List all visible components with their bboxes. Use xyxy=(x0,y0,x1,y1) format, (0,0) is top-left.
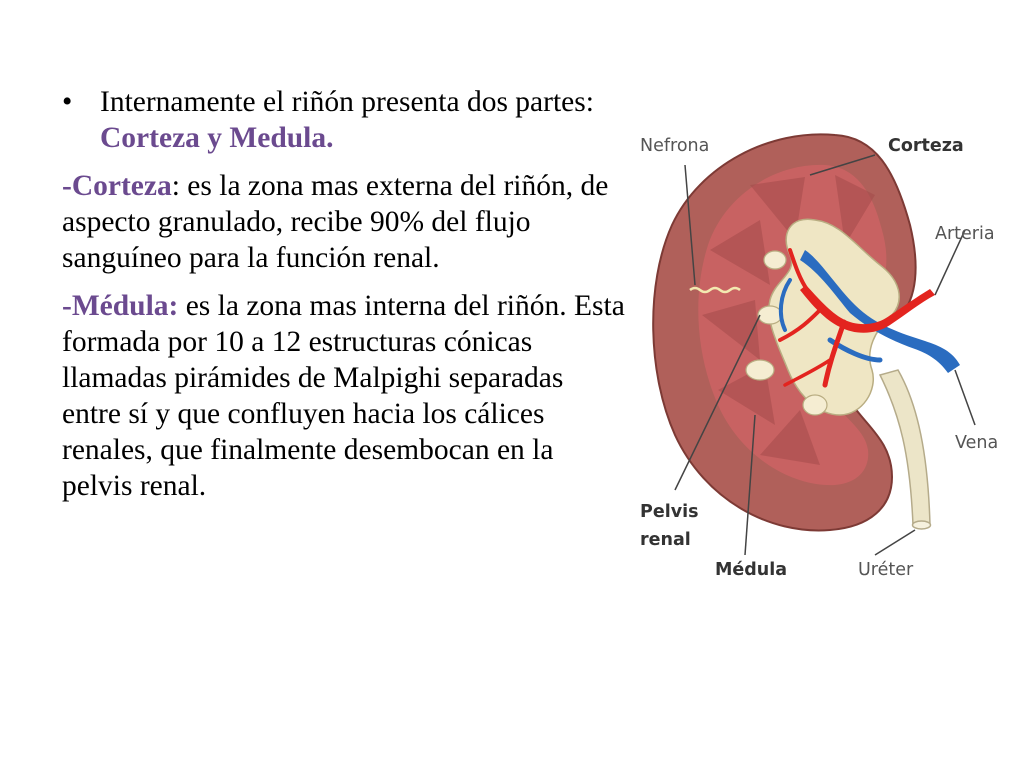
corteza-description: : es la zona mas externa del riñón, de aspecto granulado, recibe 90% del flujo sanguíneo para la función renal. xyxy=(62,170,609,274)
ureter-opening xyxy=(913,521,931,529)
label-arteria: Arteria xyxy=(935,224,995,244)
medula-description: es la zona mas interna del riñón. Esta formada por 10 a 12 estructuras cónicas llamadas pirámides de Malpighi separadas entre sí y que confluyen hacia los cálices renales, que finalmente desembocan en la pelvis renal. xyxy=(62,290,625,502)
vena-leader xyxy=(955,370,975,425)
kidney-diagram xyxy=(630,115,1020,595)
label-nefrona: Nefrona xyxy=(640,136,710,156)
intro-text: Internamente el riñón presenta dos partes: xyxy=(100,86,594,118)
bullet-symbol: • xyxy=(62,86,73,118)
ureter-tube xyxy=(880,370,930,525)
ureter-leader xyxy=(875,530,915,555)
text-block xyxy=(62,84,627,516)
label-vena: Vena xyxy=(955,433,999,453)
corteza-term: -Corteza xyxy=(62,170,172,202)
label-ureter: Uréter xyxy=(858,560,914,580)
corteza-paragraph xyxy=(62,168,627,276)
label-corteza: Corteza xyxy=(888,136,964,156)
medula-paragraph xyxy=(62,288,627,504)
bullet-paragraph xyxy=(62,84,627,156)
label-medula: Médula xyxy=(715,560,788,580)
label-pelvis-line2: renal xyxy=(640,530,691,550)
medula-term: -Médula: xyxy=(62,290,179,322)
parts-highlight: Corteza y Medula. xyxy=(100,122,334,154)
label-pelvis-line1: Pelvis xyxy=(640,502,699,522)
